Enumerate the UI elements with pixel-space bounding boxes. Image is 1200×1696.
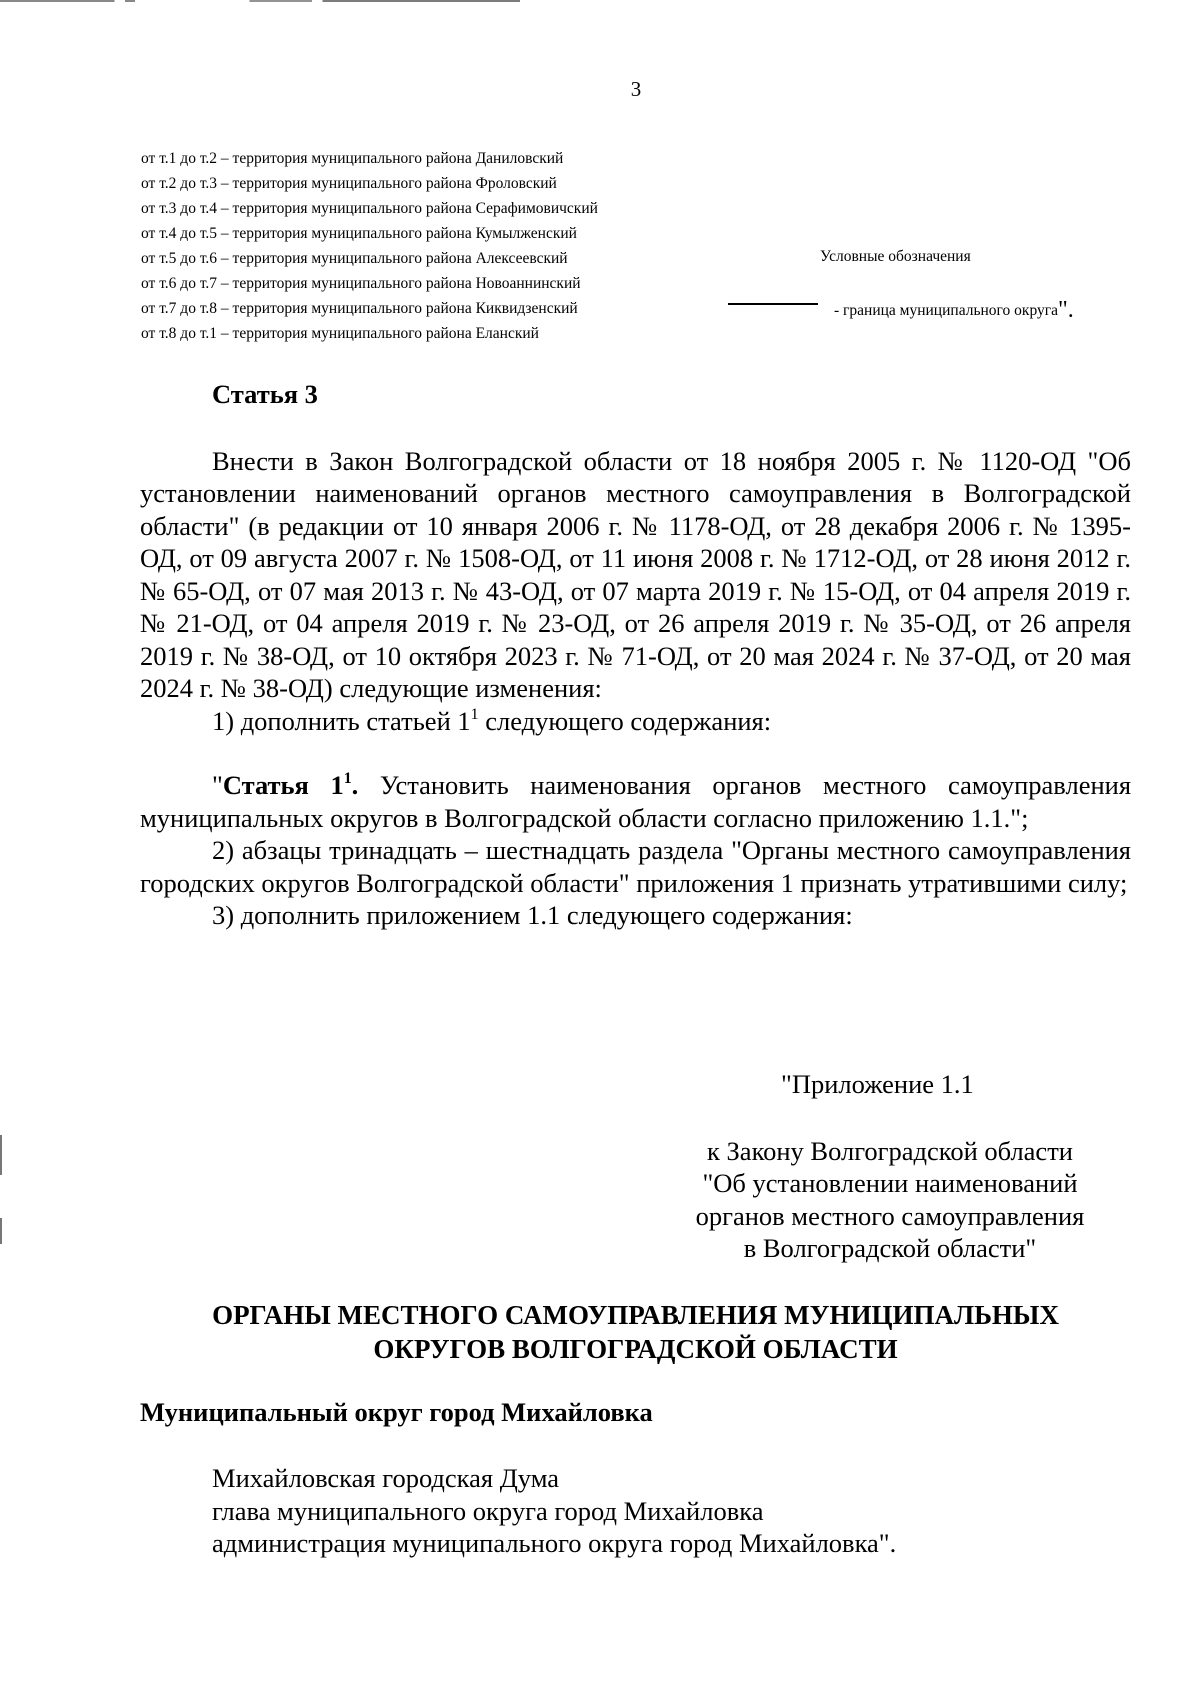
list-item: Михайловская городская Дума (212, 1463, 560, 1493)
amendment-item-3: 3) дополнить приложением 1.1 следующего содержания: (212, 900, 853, 930)
list-item: от т.1 до т.2 – территория муниципального района Даниловский (141, 150, 564, 167)
list-item: от т.4 до т.5 – территория муниципального района Кумылженский (141, 225, 577, 242)
quoted-article-label: Статья $1^1$. (222, 769, 359, 800)
list-item: от т.6 до т.7 – территория муниципального района Новоаннинский (141, 275, 581, 292)
appendix-reference-line: к Закону Волгоградской области (707, 1135, 1073, 1166)
legend-entry (834, 297, 1074, 324)
appendix-reference-line: в Волгоградской области" (743, 1233, 1037, 1263)
article-3-body (140, 378, 1131, 932)
section-title: ОРГАНЫ МЕСТНОГО САМОУПРАВЛЕНИЯ МУНИЦИПАЛЬНЫХ ОКРУГОВ ВОЛГОГРАДСКОЙ ОБЛАСТИ (212, 1300, 1059, 1364)
list-item: администрация муниципального округа город Михайловка". (212, 1528, 897, 1558)
boundary-line-symbol (728, 303, 818, 305)
scan-artifact-left (0, 1135, 2, 1175)
appendix-reference-line: органов местного самоуправления (695, 1200, 1085, 1231)
amendment-item-1: 1) дополнить статьей $1^1$ следующего содержания: (212, 705, 772, 736)
article-intro: Внести в Закон Волгоградской области от 18 ноября 2005 г. № 1120-ОД "Об установлении наименований органов местного самоуправления в Волгоградской области" (в редакции от 10 января 2006 г. № 1178-ОД, от 28 декабря 2006 г. № 1395-ОД, от 09 августа 2007 г. № 1508-ОД, от 11 июня 2008 г. № 1712-ОД, от 28 июня 2012 г. № 65-ОД, от 07 мая 2013 г. № 43-ОД, от 07 марта 2019 г. № 15-ОД, от 04 апреля 2019 г. № 21-ОД, от 04 апреля 2019 г. № 23-ОД, от 26 апреля 2019 г. № 35-ОД, от 26 апреля 2019 г. № 38-ОД, от 10 октября 2023 г. № 71-ОД, от 20 мая 2024 г. № 37-ОД, от 20 мая 2024 г. № 38-ОД) следующие изменения: (140, 445, 1131, 703)
legend-entry-tail: ". (1057, 297, 1074, 323)
governing-bodies-list (212, 1462, 896, 1560)
district-heading: Муниципальный округ город Михайловка (140, 1397, 653, 1427)
appendix-reference-line: "Об установлении наименований (702, 1168, 1078, 1198)
article-heading: Статья 3 (212, 379, 318, 409)
appendix-title: "Приложение 1.1 (781, 1069, 974, 1099)
list-item: от т.8 до т.1 – территория муниципального района Еланский (141, 325, 539, 342)
scan-artifact-top (0, 0, 520, 2)
appendix-header (660, 1068, 1120, 1265)
list-item: от т.2 до т.3 – территория муниципального района Фроловский (141, 175, 557, 192)
appendix-reference (660, 1135, 1120, 1265)
quoted-article: "Статья $1^1$. Установить наименования органов местного самоуправления муниципальных округов в Волгоградской области согласно приложению 1.1."; (140, 769, 1132, 833)
list-item: глава муниципального округа город Михайловка (212, 1495, 764, 1526)
legend-entry-text: - граница муниципального округа (834, 302, 1058, 319)
page-number: 3 (630, 77, 642, 101)
list-item: от т.3 до т.4 – территория муниципального района Серафимовичский (141, 200, 598, 217)
legend-title: Условные обозначения (820, 248, 971, 265)
district-boundary-list (141, 146, 598, 346)
scan-artifact-left (0, 1218, 2, 1244)
amendment-item-2: 2) абзацы тринадцать – шестнадцать раздела "Органы местного самоуправления городских округов Волгоградской области" приложения 1 признать утратившими силу; (140, 835, 1131, 898)
list-item: от т.5 до т.6 – территория муниципального района Алексеевский (141, 250, 568, 267)
list-item: от т.7 до т.8 – территория муниципального района Киквидзенский (141, 300, 578, 317)
